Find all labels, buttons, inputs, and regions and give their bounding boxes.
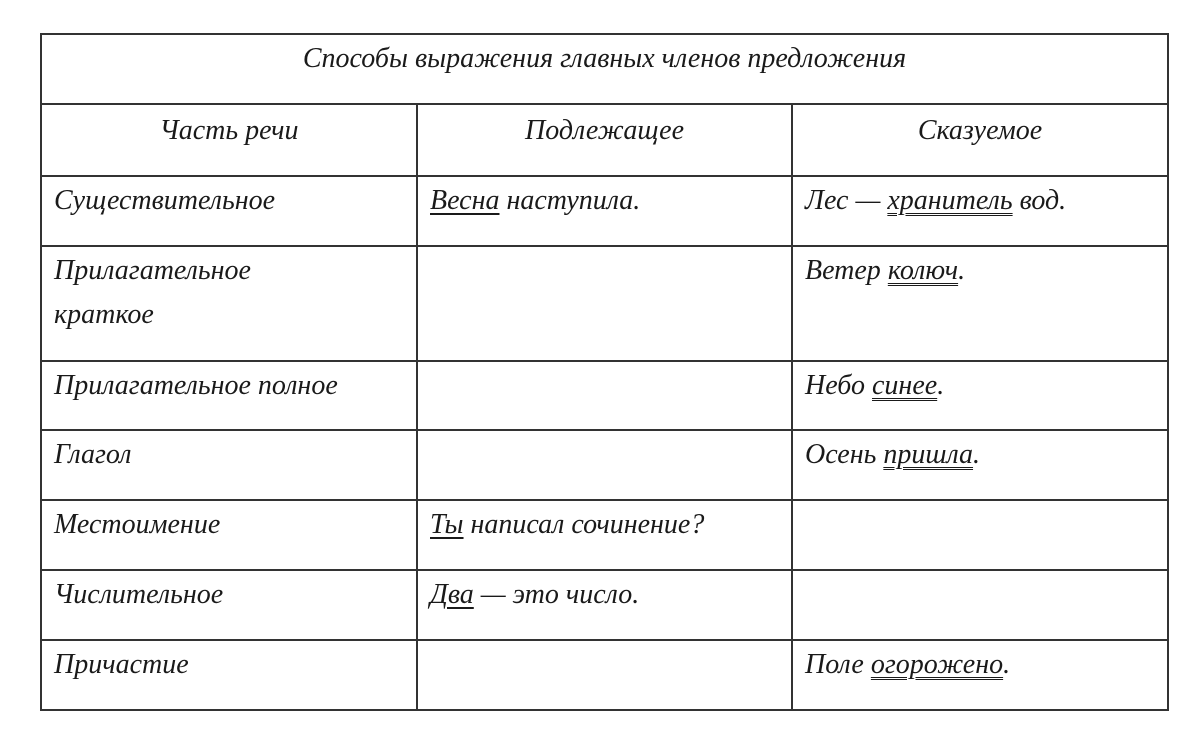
predicate-pre: Поле xyxy=(805,649,871,680)
cell-part-of-speech: Существительное xyxy=(41,176,417,246)
table-row xyxy=(41,246,1168,361)
cell-subject xyxy=(417,430,792,500)
cell-subject xyxy=(417,176,792,246)
predicate-underlined: колюч xyxy=(887,255,959,286)
table-row xyxy=(41,570,1168,640)
predicate-pre: Лес — xyxy=(805,185,888,216)
predicate-rest: . xyxy=(958,255,966,286)
subject-underlined: Ты xyxy=(430,509,464,540)
subject-underlined: Два xyxy=(430,579,474,610)
grammar-table xyxy=(40,33,1169,711)
cell-predicate xyxy=(792,176,1168,246)
table-row xyxy=(41,430,1168,500)
subject-rest: — это число. xyxy=(473,579,640,610)
cell-predicate xyxy=(792,500,1168,570)
header-predicate: Сказуемое xyxy=(792,104,1168,176)
table-row xyxy=(41,176,1168,246)
cell-part-of-speech: Прилагательное полное xyxy=(41,361,417,430)
cell-predicate xyxy=(792,430,1168,500)
table-row xyxy=(41,640,1168,710)
predicate-pre: Ветер xyxy=(805,255,888,286)
cell-part-of-speech: Прилагательное краткое xyxy=(41,246,417,361)
predicate-underlined: огорожено xyxy=(870,649,1004,680)
cell-predicate xyxy=(792,246,1168,361)
cell-predicate xyxy=(792,570,1168,640)
predicate-underlined: синее xyxy=(872,370,938,401)
predicate-pre: Осень xyxy=(805,439,884,470)
cell-subject xyxy=(417,640,792,710)
header-subject: Подлежащее xyxy=(417,104,792,176)
cell-part-of-speech: Числительное xyxy=(41,570,417,640)
cell-subject xyxy=(417,500,792,570)
cell-subject xyxy=(417,246,792,361)
cell-subject xyxy=(417,570,792,640)
cell-part-of-speech: Глагол xyxy=(41,430,417,500)
predicate-pre: Небо xyxy=(805,370,872,401)
predicate-rest: . xyxy=(1003,649,1011,680)
predicate-rest: вод. xyxy=(1012,185,1067,216)
cell-predicate xyxy=(792,640,1168,710)
predicate-underlined: пришла xyxy=(883,439,974,470)
table-row xyxy=(41,361,1168,430)
cell-predicate xyxy=(792,361,1168,430)
predicate-rest: . xyxy=(973,439,981,470)
predicate-rest: . xyxy=(937,370,945,401)
table-row xyxy=(41,500,1168,570)
cell-part-of-speech: Причастие xyxy=(41,640,417,710)
predicate-underlined: хранитель xyxy=(887,185,1013,216)
subject-underlined: Весна xyxy=(430,185,500,216)
subject-rest: наступила. xyxy=(499,185,641,216)
header-part-of-speech: Часть речи xyxy=(41,104,417,176)
cell-part-of-speech: Местоимение xyxy=(41,500,417,570)
table-title: Способы выражения главных членов предложения xyxy=(41,34,1168,104)
cell-subject xyxy=(417,361,792,430)
subject-rest: написал сочинение? xyxy=(463,509,705,540)
